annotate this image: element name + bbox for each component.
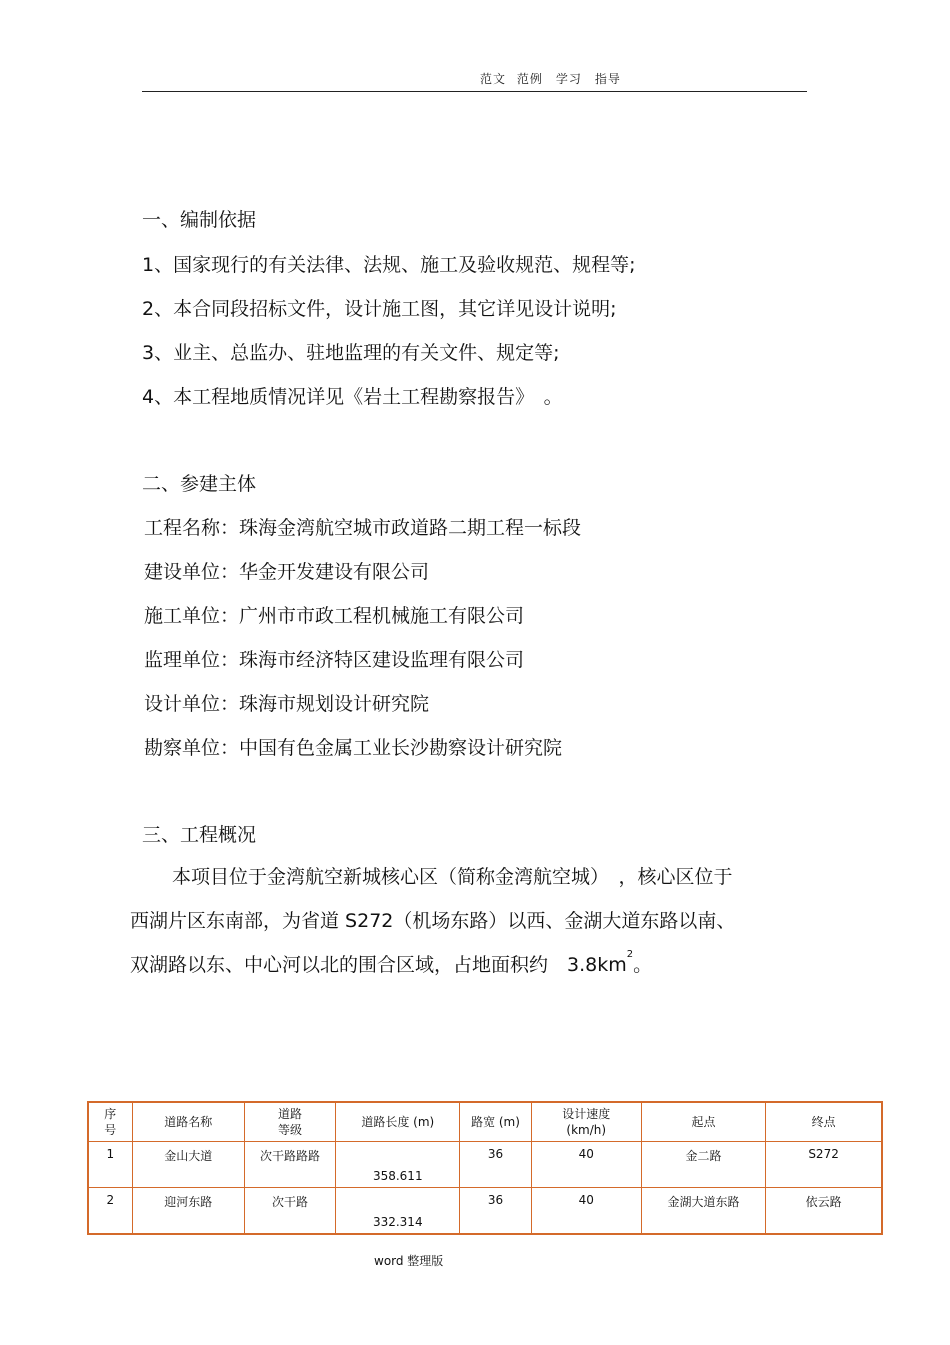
- overview-line-2: 西湖片区东南部，为省道 S272（机场东路）以西、金湖大道东路以南、: [130, 910, 736, 932]
- section-heading-participants: 二、参建主体: [142, 473, 257, 495]
- road-table: [87, 1101, 883, 1235]
- participant-contractor: 施工单位：广州市市政工程机械施工有限公司: [144, 605, 525, 627]
- cell-start-point: 金二路: [641, 1142, 765, 1188]
- section-heading-overview: 三、工程概况: [142, 824, 257, 846]
- cell-road-grade: 次干路: [244, 1188, 335, 1235]
- participant-designer: 设计单位：珠海市规划设计研究院: [144, 693, 430, 715]
- header-design-speed: 设计速度 (km/h): [531, 1102, 641, 1142]
- cell-road-name: 迎河东路: [132, 1188, 244, 1235]
- basis-item-2: 2、本合同段招标文件，设计施工图，其它详见设计说明;: [142, 298, 617, 320]
- participant-surveyor: 勘察单位：中国有色金属工业长沙勘察设计研究院: [144, 737, 563, 759]
- cell-road-width: 36: [460, 1142, 531, 1188]
- header-start-point: 起点: [641, 1102, 765, 1142]
- page-footer-text: word 整理版: [374, 1254, 444, 1268]
- header-seq: 序 号: [88, 1102, 132, 1142]
- header-road-grade: 道路 等级: [244, 1102, 335, 1142]
- basis-item-4: 4、本工程地质情况详见《岩土工程勘察报告》 。: [142, 386, 563, 408]
- participant-project-name: 工程名称：珠海金湾航空城市政道路二期工程一标段: [144, 517, 582, 539]
- cell-seq: 1: [88, 1142, 132, 1188]
- cell-design-speed: 40: [531, 1188, 641, 1235]
- cell-road-length: 358.611: [336, 1142, 460, 1188]
- cell-road-name: 金山大道: [132, 1142, 244, 1188]
- header-road-width: 路宽 (m): [460, 1102, 531, 1142]
- basis-item-1: 1、国家现行的有关法律、法规、施工及验收规范、规程等;: [142, 254, 636, 276]
- table-row: [88, 1188, 882, 1235]
- header-rule: [142, 91, 807, 92]
- participant-supervisor: 监理单位：珠海市经济特区建设监理有限公司: [144, 649, 525, 671]
- cell-seq: 2: [88, 1188, 132, 1235]
- cell-end-point: 依云路: [766, 1188, 882, 1235]
- participant-owner: 建设单位：华金开发建设有限公司: [144, 561, 430, 583]
- cell-road-width: 36: [460, 1188, 531, 1235]
- header-road-name: 道路名称: [132, 1102, 244, 1142]
- overview-line-3-end: 。: [633, 954, 653, 976]
- cell-end-point: S272: [766, 1142, 882, 1188]
- cell-start-point: 金湖大道东路: [641, 1188, 765, 1235]
- basis-item-3: 3、业主、总监办、驻地监理的有关文件、规定等;: [142, 342, 560, 364]
- overview-line-3-text: 双湖路以东、中心河以北的围合区域，占地面积约 3.8km: [130, 954, 627, 976]
- overview-line-1: 本项目位于金湾航空新城核心区（简称金湾航空城） ，核心区位于: [172, 866, 733, 888]
- cell-design-speed: 40: [531, 1142, 641, 1188]
- area-unit-superscript: 2: [626, 949, 634, 960]
- page-header-text: 范文 范例 学习 指导: [480, 72, 621, 86]
- header-road-length: 道路长度 (m): [336, 1102, 460, 1142]
- section-heading-basis: 一、编制依据: [142, 209, 257, 231]
- header-end-point: 终点: [766, 1102, 882, 1142]
- table-header-row: [88, 1102, 882, 1142]
- overview-line-3: [130, 950, 652, 977]
- table-row: [88, 1142, 882, 1188]
- cell-road-length: 332.314: [336, 1188, 460, 1235]
- cell-road-grade: 次干路路路: [244, 1142, 335, 1188]
